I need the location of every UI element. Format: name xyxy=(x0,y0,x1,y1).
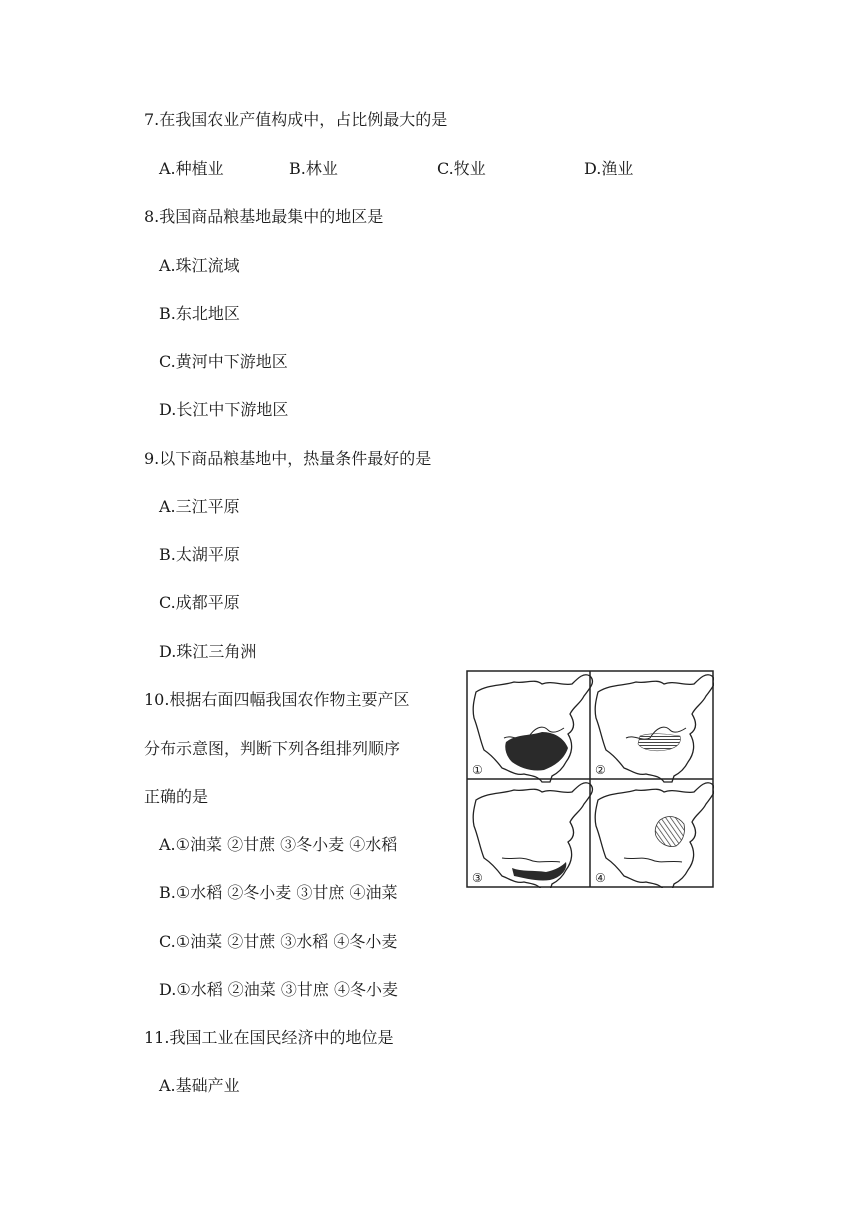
map-label-4: ④ xyxy=(595,871,606,885)
q8-option-a: A.珠江流域 xyxy=(159,256,240,275)
map-label-3: ③ xyxy=(472,871,483,885)
q8-option-c: C.黄河中下游地区 xyxy=(159,352,288,371)
question-9-stem: 9.以下商品粮基地中，热量条件最好的是 xyxy=(144,449,432,468)
question-7-stem: 7.在我国农业产值构成中，占比例最大的是 xyxy=(144,110,448,129)
question-10-stem-line-1: 10.根据右面四幅我国农作物主要产区 xyxy=(144,690,410,709)
crop-distribution-figure xyxy=(466,670,714,888)
q9-option-d: D.珠江三角洲 xyxy=(159,642,257,661)
q7-option-b: B.林业 xyxy=(289,159,338,178)
q10-option-b: B.①水稻 ②冬小麦 ③甘庶 ④油菜 xyxy=(159,883,398,902)
q8-option-d: D.长江中下游地区 xyxy=(159,400,289,419)
q7-option-c: C.牧业 xyxy=(437,159,486,178)
q9-option-b: B.太湖平原 xyxy=(159,545,240,564)
q10-option-a: A.①油菜 ②甘蔗 ③冬小麦 ④水稻 xyxy=(159,835,398,854)
q8-option-b: B.东北地区 xyxy=(159,304,240,323)
question-8-stem: 8.我国商品粮基地最集中的地区是 xyxy=(144,207,384,226)
q11-option-a: A.基础产业 xyxy=(159,1076,240,1095)
question-10-stem-line-2: 分布示意图，判断下列各组排列顺序 xyxy=(144,739,401,758)
q7-option-a: A.种植业 xyxy=(159,159,224,178)
map-label-2: ② xyxy=(595,763,606,777)
question-10-stem-line-3: 正确的是 xyxy=(144,787,209,806)
q7-option-d: D.渔业 xyxy=(584,159,634,178)
q10-option-c: C.①油菜 ②甘蔗 ③水稻 ④冬小麦 xyxy=(159,932,398,951)
map-label-1: ① xyxy=(472,763,483,777)
crop-maps-svg xyxy=(466,670,714,888)
q10-option-d: D.①水稻 ②油菜 ③甘庶 ④冬小麦 xyxy=(159,980,398,999)
q9-option-c: C.成都平原 xyxy=(159,593,240,612)
q9-option-a: A.三江平原 xyxy=(159,497,240,516)
question-11-stem: 11.我国工业在国民经济中的地位是 xyxy=(144,1028,394,1047)
